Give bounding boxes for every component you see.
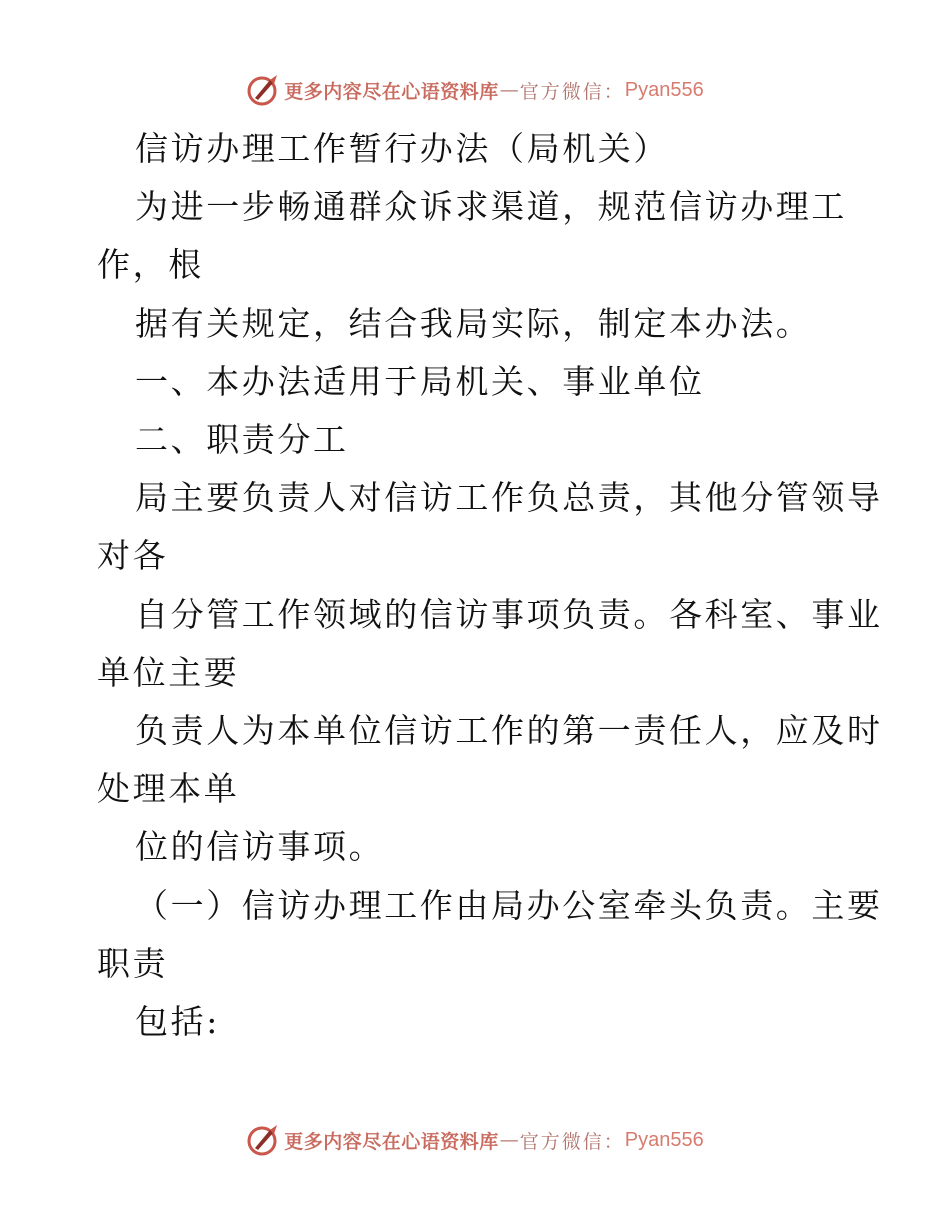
- banner-site-text: 更多内容尽在心语资料库: [284, 1130, 499, 1153]
- body-line: 负责人为本单位信访工作的第一责任人，应及时: [135, 711, 883, 751]
- body-line: 单位主要: [97, 652, 240, 692]
- body-line: 自分管工作领域的信访事项负责。各科室、事业: [135, 594, 883, 634]
- header-banner: [0, 70, 950, 110]
- footer-banner: [0, 1120, 950, 1160]
- body-line: 局主要负责人对信访工作负总责，其他分管领导: [135, 478, 883, 518]
- section-heading: 一、本办法适用于局机关、事业单位: [135, 361, 705, 401]
- banner-wechat-id: Pyan556: [624, 78, 704, 101]
- banner-wechat-label: 官方微信：: [519, 1130, 625, 1153]
- banner-dash: —: [499, 79, 519, 101]
- body-line: （一）信访办理工作由局办公室牵头负责。主要: [135, 885, 883, 925]
- document-title: 信访办理工作暂行办法（局机关）: [135, 129, 669, 168]
- banner-dash: —: [499, 1129, 519, 1151]
- body-line: 职责: [97, 943, 169, 983]
- body-line: 作，根: [97, 245, 204, 285]
- banner-wechat-id: Pyan556: [624, 1128, 704, 1151]
- body-line: 处理本单: [97, 769, 240, 809]
- body-line: 为进一步畅通群众诉求渠道，规范信访办理工: [135, 187, 847, 227]
- body-line: 位的信访事项。: [135, 827, 385, 867]
- body-line: 据有关规定，结合我局实际，制定本办法。: [135, 303, 812, 343]
- quill-pen-logo-icon: [246, 1123, 280, 1157]
- document-body: [97, 120, 883, 1051]
- body-line: 对各: [97, 536, 169, 576]
- body-line: 包括:: [135, 1002, 220, 1042]
- banner-site-text: 更多内容尽在心语资料库: [284, 80, 499, 103]
- quill-pen-logo-icon: [246, 73, 280, 107]
- section-heading: 二、职责分工: [135, 420, 349, 460]
- banner-wechat-label: 官方微信：: [519, 80, 625, 103]
